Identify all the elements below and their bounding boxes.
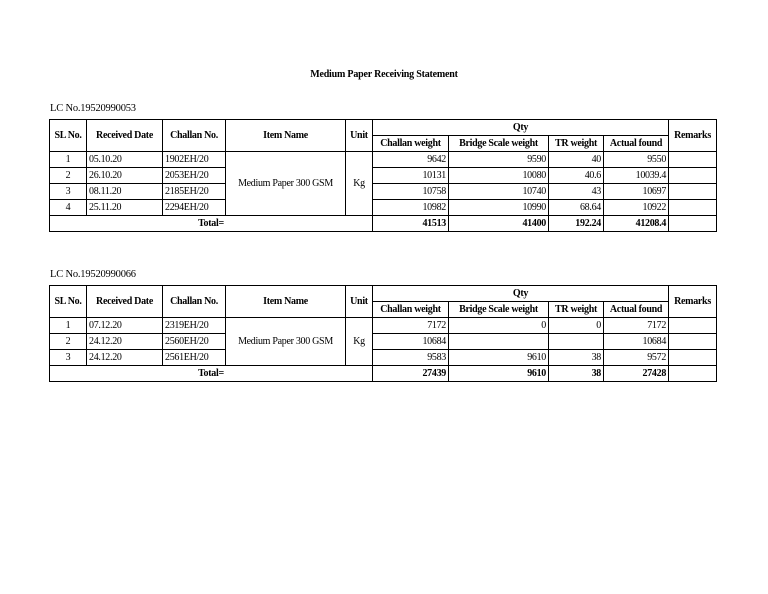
header-sl-no: SL No. — [50, 286, 87, 318]
header-actual-found: Actual found — [604, 136, 669, 152]
table-row — [50, 184, 717, 200]
cell-challan-weight: 10684 — [373, 334, 449, 350]
cell-remarks — [669, 350, 717, 366]
header-unit: Unit — [346, 286, 373, 318]
cell-date: 07.12.20 — [87, 318, 163, 334]
cell-tr-weight: 40.6 — [549, 168, 604, 184]
lc-number-label: LC No.19520990066 — [50, 269, 136, 280]
table-row — [50, 200, 717, 216]
header-tr-weight: TR weight — [549, 136, 604, 152]
cell-challan: 2053EH/20 — [163, 168, 226, 184]
header-remarks: Remarks — [669, 286, 717, 318]
cell-tr-weight: 68.64 — [549, 200, 604, 216]
table-row — [50, 152, 717, 168]
cell-sl: 2 — [50, 168, 87, 184]
cell-actual-found: 9550 — [604, 152, 669, 168]
cell-challan-weight: 9642 — [373, 152, 449, 168]
cell-bridge-weight: 10080 — [449, 168, 549, 184]
cell-challan: 2185EH/20 — [163, 184, 226, 200]
cell-bridge-weight — [449, 334, 549, 350]
cell-date: 26.10.20 — [87, 168, 163, 184]
cell-challan: 2319EH/20 — [163, 318, 226, 334]
total-remarks — [669, 366, 717, 382]
cell-challan-weight: 10131 — [373, 168, 449, 184]
cell-tr-weight: 43 — [549, 184, 604, 200]
header-remarks: Remarks — [669, 120, 717, 152]
header-received-date: Received Date — [87, 286, 163, 318]
total-tr-weight: 192.24 — [549, 216, 604, 232]
cell-actual-found: 10697 — [604, 184, 669, 200]
cell-bridge-weight: 10990 — [449, 200, 549, 216]
header-received-date: Received Date — [87, 120, 163, 152]
total-row — [50, 216, 717, 232]
cell-actual-found: 7172 — [604, 318, 669, 334]
header-unit: Unit — [346, 120, 373, 152]
cell-actual-found: 10039.4 — [604, 168, 669, 184]
cell-bridge-weight: 10740 — [449, 184, 549, 200]
header-row — [50, 286, 717, 302]
cell-date: 25.11.20 — [87, 200, 163, 216]
cell-remarks — [669, 184, 717, 200]
table-row — [50, 168, 717, 184]
cell-bridge-weight: 9590 — [449, 152, 549, 168]
table-row — [50, 334, 717, 350]
cell-remarks — [669, 318, 717, 334]
cell-date: 24.12.20 — [87, 350, 163, 366]
cell-sl: 3 — [50, 350, 87, 366]
cell-item-name: Medium Paper 300 GSM — [226, 152, 346, 216]
total-actual-found: 41208.4 — [604, 216, 669, 232]
total-label: Total= — [50, 216, 373, 232]
header-item-name: Item Name — [226, 120, 346, 152]
table-row — [50, 318, 717, 334]
header-challan-weight: Challan weight — [373, 136, 449, 152]
cell-sl: 3 — [50, 184, 87, 200]
cell-sl: 1 — [50, 318, 87, 334]
cell-actual-found: 10684 — [604, 334, 669, 350]
cell-challan: 2294EH/20 — [163, 200, 226, 216]
cell-challan-weight: 10982 — [373, 200, 449, 216]
total-challan-weight: 41513 — [373, 216, 449, 232]
table-row — [50, 350, 717, 366]
cell-tr-weight: 0 — [549, 318, 604, 334]
cell-actual-found: 9572 — [604, 350, 669, 366]
total-row — [50, 366, 717, 382]
cell-item-name: Medium Paper 300 GSM — [226, 318, 346, 366]
cell-tr-weight: 38 — [549, 350, 604, 366]
cell-remarks — [669, 168, 717, 184]
header-challan-no: Challan No. — [163, 120, 226, 152]
header-tr-weight: TR weight — [549, 302, 604, 318]
header-bridge-scale-weight: Bridge Scale weight — [449, 136, 549, 152]
cell-challan-weight: 10758 — [373, 184, 449, 200]
cell-challan: 2561EH/20 — [163, 350, 226, 366]
header-item-name: Item Name — [226, 286, 346, 318]
cell-unit: Kg — [346, 318, 373, 366]
total-bridge-weight: 41400 — [449, 216, 549, 232]
receiving-table — [49, 119, 717, 232]
total-challan-weight: 27439 — [373, 366, 449, 382]
cell-challan-weight: 9583 — [373, 350, 449, 366]
receiving-table — [49, 285, 717, 382]
cell-actual-found: 10922 — [604, 200, 669, 216]
cell-bridge-weight: 9610 — [449, 350, 549, 366]
cell-sl: 1 — [50, 152, 87, 168]
header-sl-no: SL No. — [50, 120, 87, 152]
header-qty: Qty — [373, 286, 669, 302]
cell-date: 24.12.20 — [87, 334, 163, 350]
cell-sl: 4 — [50, 200, 87, 216]
cell-remarks — [669, 334, 717, 350]
total-label: Total= — [50, 366, 373, 382]
cell-challan: 2560EH/20 — [163, 334, 226, 350]
lc-number-label: LC No.19520990053 — [50, 103, 136, 114]
total-actual-found: 27428 — [604, 366, 669, 382]
cell-remarks — [669, 152, 717, 168]
header-challan-weight: Challan weight — [373, 302, 449, 318]
cell-challan: 1902EH/20 — [163, 152, 226, 168]
header-qty: Qty — [373, 120, 669, 136]
total-tr-weight: 38 — [549, 366, 604, 382]
header-bridge-scale-weight: Bridge Scale weight — [449, 302, 549, 318]
cell-remarks — [669, 200, 717, 216]
header-row — [50, 120, 717, 136]
total-bridge-weight: 9610 — [449, 366, 549, 382]
cell-challan-weight: 7172 — [373, 318, 449, 334]
cell-tr-weight: 40 — [549, 152, 604, 168]
cell-bridge-weight: 0 — [449, 318, 549, 334]
cell-tr-weight — [549, 334, 604, 350]
header-challan-no: Challan No. — [163, 286, 226, 318]
total-remarks — [669, 216, 717, 232]
header-actual-found: Actual found — [604, 302, 669, 318]
cell-unit: Kg — [346, 152, 373, 216]
page-title: Medium Paper Receiving Statement — [310, 69, 458, 80]
cell-date: 05.10.20 — [87, 152, 163, 168]
cell-date: 08.11.20 — [87, 184, 163, 200]
cell-sl: 2 — [50, 334, 87, 350]
